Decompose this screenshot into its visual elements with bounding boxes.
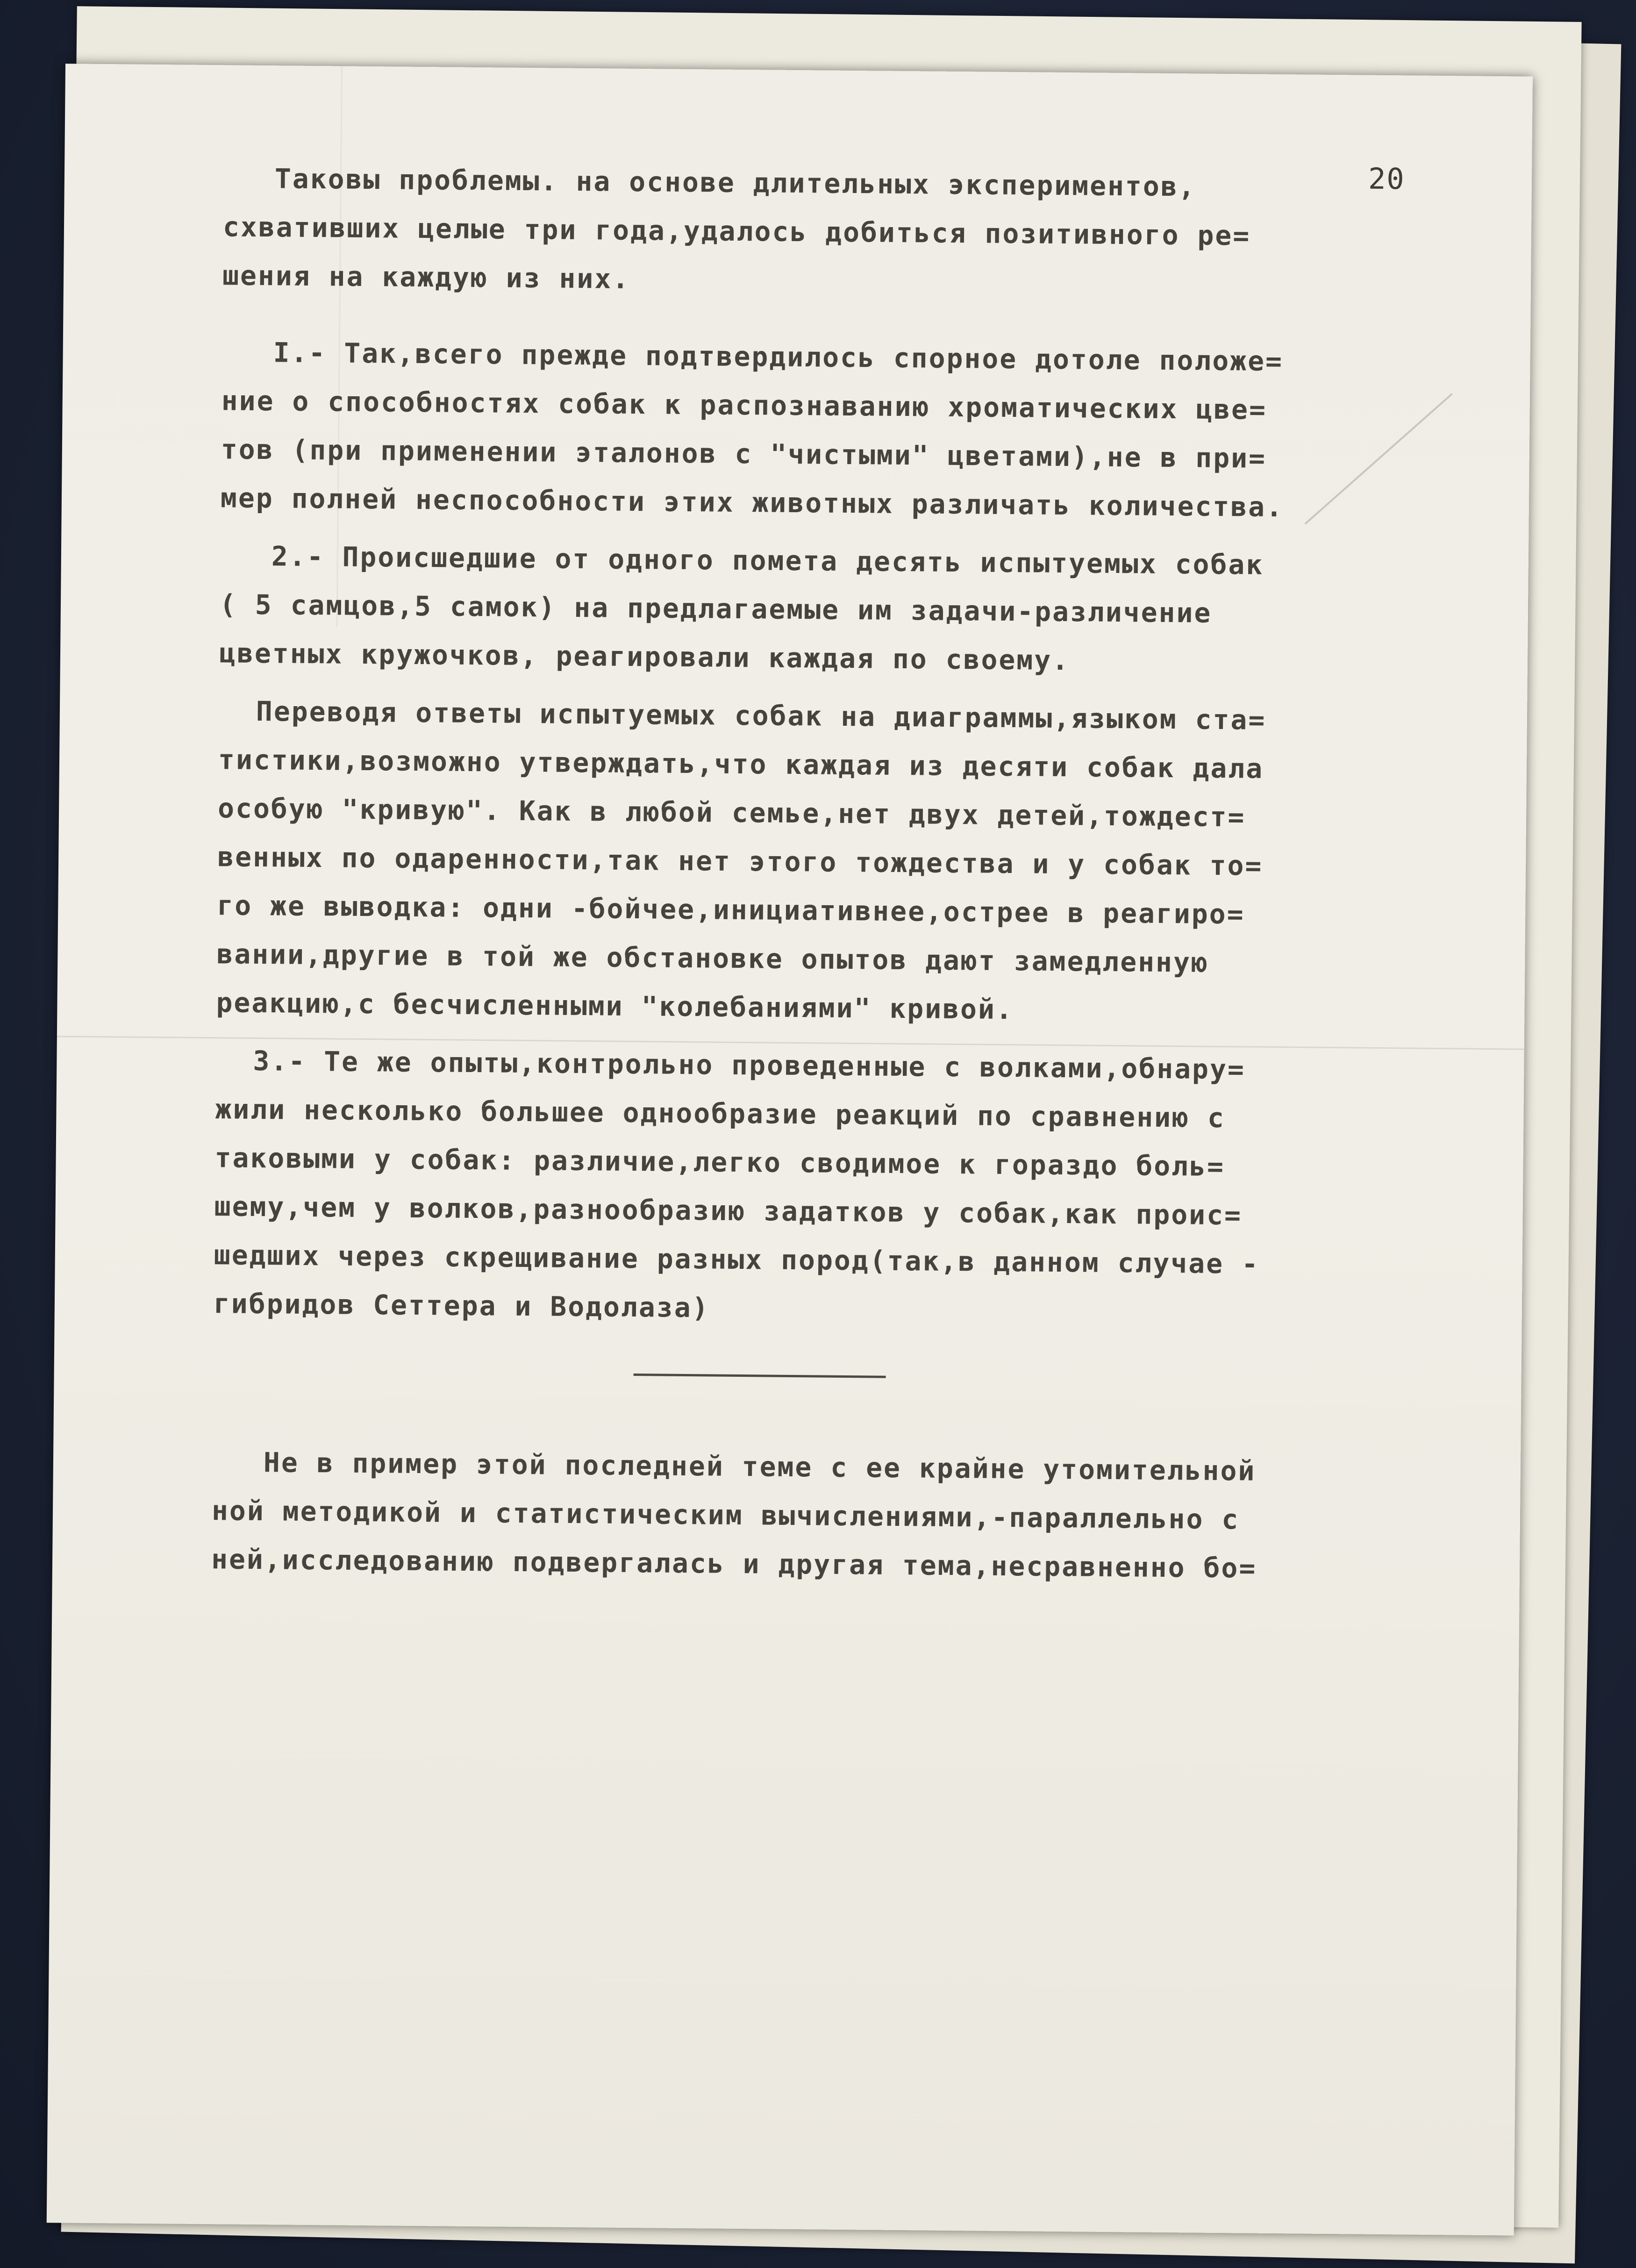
text-line: вании,другие в той же обстановке опытов дают замедленную (216, 938, 1209, 979)
text-line: Таковы проблемы. на основе длительных экспериментов, (274, 163, 1196, 203)
paragraph (213, 1036, 1515, 1339)
text-line: венных по одаренности,так нет этого тождества и у собак то= (217, 841, 1263, 882)
text-line: ние о способностях собак к распознаванию хроматических цве= (221, 385, 1267, 426)
page-number: 20 (1368, 161, 1405, 196)
text-line: гибридов Сеттера и Водолаза) (213, 1288, 710, 1324)
text-line: цветных кружочков, реагировали каждая по своему. (219, 637, 1070, 677)
text-line: шему,чем у волков,разнообразию задатков у собак,как проис= (214, 1190, 1243, 1231)
paragraph (211, 1438, 1512, 1595)
text-line: ней,исследованию подвергалась и другая тема,несравненно бо= (211, 1543, 1257, 1584)
paragraph (222, 154, 1523, 311)
text-line: жили несколько большее однообразие реакций по сравнению с (215, 1093, 1226, 1134)
text-line: тов (при применении эталонов с "чистыми" цветами),не в при= (221, 433, 1267, 474)
text-line: I.- Так,всего прежде подтвердилось спорное дотоле положе= (273, 336, 1284, 378)
text-line: Переводя ответы испытуемых собак на диаграммы,языком ста= (256, 695, 1266, 736)
section-divider (634, 1374, 886, 1378)
text-line: шедших через скрещивание разных пород(так,в данном случае - (214, 1239, 1260, 1280)
text-line: особую "кривую". Как в любой семье,нет двух детей,тождест= (217, 792, 1246, 833)
text-line: тистики,возможно утверждать,что каждая из десяти собак дала (218, 744, 1264, 785)
text-line: таковыми у собак: различие,легко сводимое к гораздо боль= (214, 1142, 1225, 1183)
text-line: ( 5 самцов,5 самок) на предлагаемые им задачи-различение (219, 588, 1212, 629)
text-line: реакцию,с бесчисленными "колебаниями" кривой. (216, 987, 1014, 1026)
typewritten-page (47, 64, 1533, 2235)
text-line: 2.- Происшедшие от одного помета десять испытуемых собак (271, 540, 1264, 581)
paragraph (221, 328, 1522, 533)
text-line: схвативших целые три года,удалось добиться позитивного ре= (222, 211, 1251, 252)
text-line: шения на каждую из них. (222, 259, 630, 295)
text-line: Не в пример этой последней теме с ее крайне утомительной (263, 1446, 1256, 1487)
paragraph (219, 531, 1520, 688)
body-text (211, 154, 1523, 1595)
text-line: мер полней неспособности этих животных различать количества. (220, 482, 1284, 523)
paragraph (216, 687, 1518, 1038)
text-line: ной методикой и статистическим вычислениями,-параллельно с (211, 1495, 1240, 1536)
text-line: го же выводка: одни -бойчее,инициативнее,острее в реагиро= (217, 889, 1245, 930)
text-line: 3.- Те же опыты,контрольно проведенные с волками,обнару= (253, 1045, 1246, 1086)
